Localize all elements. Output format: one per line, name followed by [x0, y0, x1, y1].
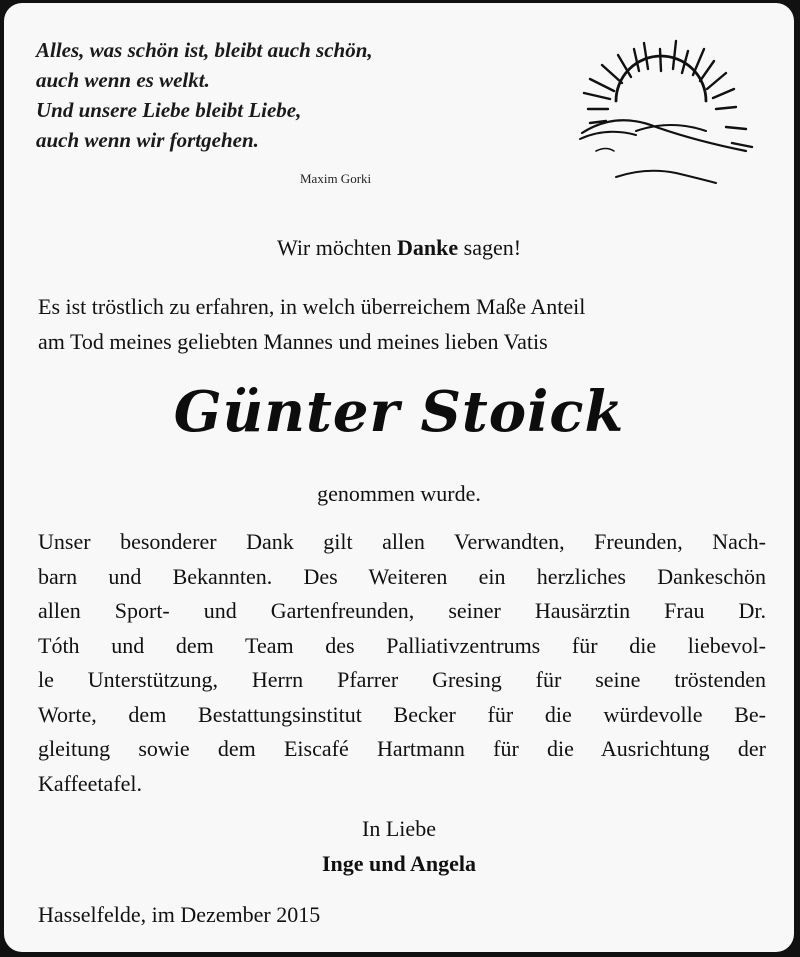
thanks-line: allen Sport- und Gartenfreunden, seiner Hausärztin Frau Dr. — [38, 598, 766, 623]
intro-paragraph — [38, 289, 760, 359]
quote-line: Alles, was schön ist, bleibt auch schön, — [36, 38, 373, 62]
thanks-line: Tóth und dem Team des Palliativzentrums für die liebevol- — [38, 632, 766, 658]
thanks-line: Worte, dem Bestattungsinstitut Becker für die würdevolle Be- — [38, 701, 766, 727]
headline-text-end: sagen! — [458, 235, 522, 260]
thanks-line: Unser besonderer Dank gilt allen Verwandten, Freunden, Nach- — [38, 529, 766, 554]
thank-you-headline — [4, 235, 794, 261]
headline-emphasis: Danke — [397, 235, 459, 260]
taken-text: genommen wurde. — [317, 481, 481, 506]
thanks-paragraph — [38, 525, 766, 801]
signatories: Inge und Angela — [321, 851, 477, 876]
intro-line: Es ist tröstlich zu erfahren, in welch überreichem Maße Anteil — [38, 294, 586, 319]
place-date: Hasselfelde, im Dezember 2015 — [38, 902, 321, 927]
intro-line: am Tod meines geliebten Mannes und meines lieben Vatis — [38, 329, 548, 354]
thanks-line: gleitung sowie dem Eiscafé Hartmann für die Ausrichtung der — [38, 736, 766, 761]
thanks-line: Kaffeetafel. — [38, 770, 143, 796]
closing-greeting: In Liebe — [362, 816, 436, 841]
deceased-name: Günter Stoick — [173, 379, 625, 445]
quote-line: auch wenn wir fortgehen. — [36, 128, 259, 152]
poem-quote — [36, 35, 373, 155]
headline-text: Wir möchten — [276, 235, 398, 260]
obituary-card — [4, 3, 794, 952]
quote-line: auch wenn es welkt. — [36, 68, 210, 92]
thanks-line: barn und Bekannten. Des Weiteren ein herzliches Dankeschön — [38, 563, 766, 589]
sunset-icon — [576, 31, 766, 191]
quote-line: Und unsere Liebe bleibt Liebe, — [36, 98, 302, 122]
quote-author: Maxim Gorki — [300, 171, 372, 186]
thanks-line: le Unterstützung, Herrn Pfarrer Gresing für seine tröstenden — [38, 667, 766, 692]
